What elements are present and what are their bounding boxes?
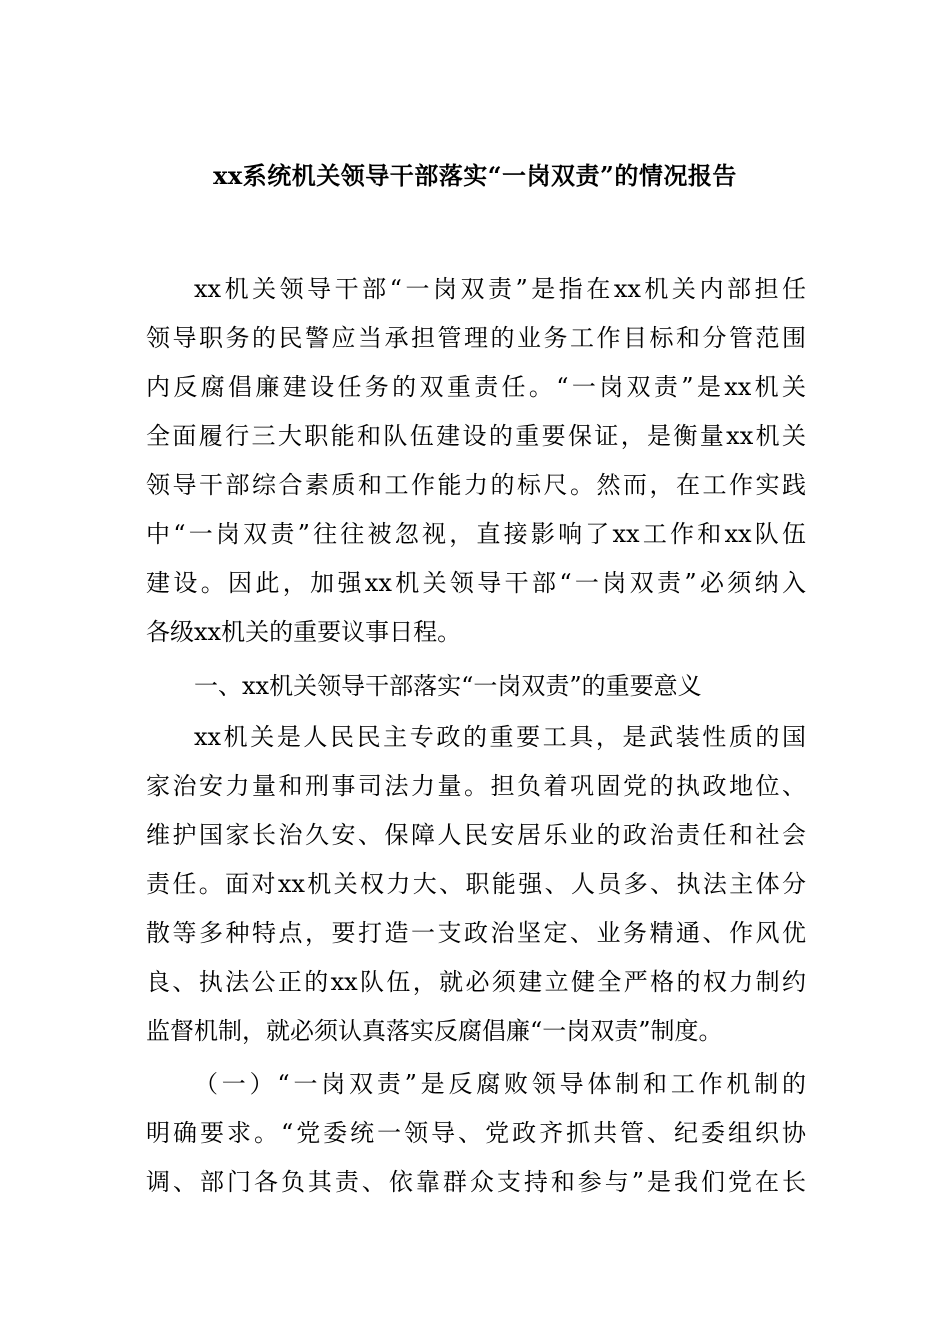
paragraph-line: 全面履行三大职能和队伍建设的重要保证，是衡量xx机关: [146, 422, 806, 450]
paragraph-line: 散等多种特点，要打造一支政治坚定、业务精通、作风优: [146, 919, 806, 947]
paragraph-line: 各级xx机关的重要议事日程。: [146, 618, 462, 646]
paragraph-line: 明确要求。“党委统一领导、党政齐抓共管、纪委组织协: [146, 1119, 806, 1147]
paragraph-line: 领导职务的民警应当承担管理的业务工作目标和分管范围: [146, 324, 806, 352]
paragraph-line: 调、部门各负其责、依靠群众支持和参与”是我们党在长: [146, 1168, 806, 1196]
document-title: xx系统机关领导干部落实“一岗双责”的情况报告: [213, 161, 737, 190]
paragraph-line: 家治安力量和刑事司法力量。担负着巩固党的执政地位、: [146, 772, 806, 800]
paragraph-line: 内反腐倡廉建设任务的双重责任。“一岗双责”是xx机关: [146, 373, 806, 401]
paragraph-line: xx机关领导干部“一岗双责”是指在xx机关内部担任: [194, 275, 806, 303]
paragraph-line: 维护国家长治久安、保障人民安居乐业的政治责任和社会: [146, 821, 806, 849]
paragraph-line: 中“一岗双责”往往被忽视，直接影响了xx工作和xx队伍: [146, 520, 806, 548]
paragraph-line: 责任。面对xx机关权力大、职能强、人员多、执法主体分: [146, 870, 806, 898]
paragraph-line: 监督机制，就必须认真落实反腐倡廉“一岗双责”制度。: [146, 1017, 723, 1045]
subsection-line: （一）“一岗双责”是反腐败领导体制和工作机制的: [194, 1070, 806, 1098]
paragraph-line: 领导干部综合素质和工作能力的标尺。然而，在工作实践: [146, 471, 806, 499]
paragraph-line: 建设。因此，加强xx机关领导干部“一岗双责”必须纳入: [146, 569, 806, 597]
section-heading: 一、xx机关领导干部落实“一岗双责”的重要意义: [194, 672, 702, 700]
paragraph-line: 良、执法公正的xx队伍，就必须建立健全严格的权力制约: [146, 968, 806, 996]
paragraph-line: xx机关是人民民主专政的重要工具，是武装性质的国: [194, 723, 806, 751]
